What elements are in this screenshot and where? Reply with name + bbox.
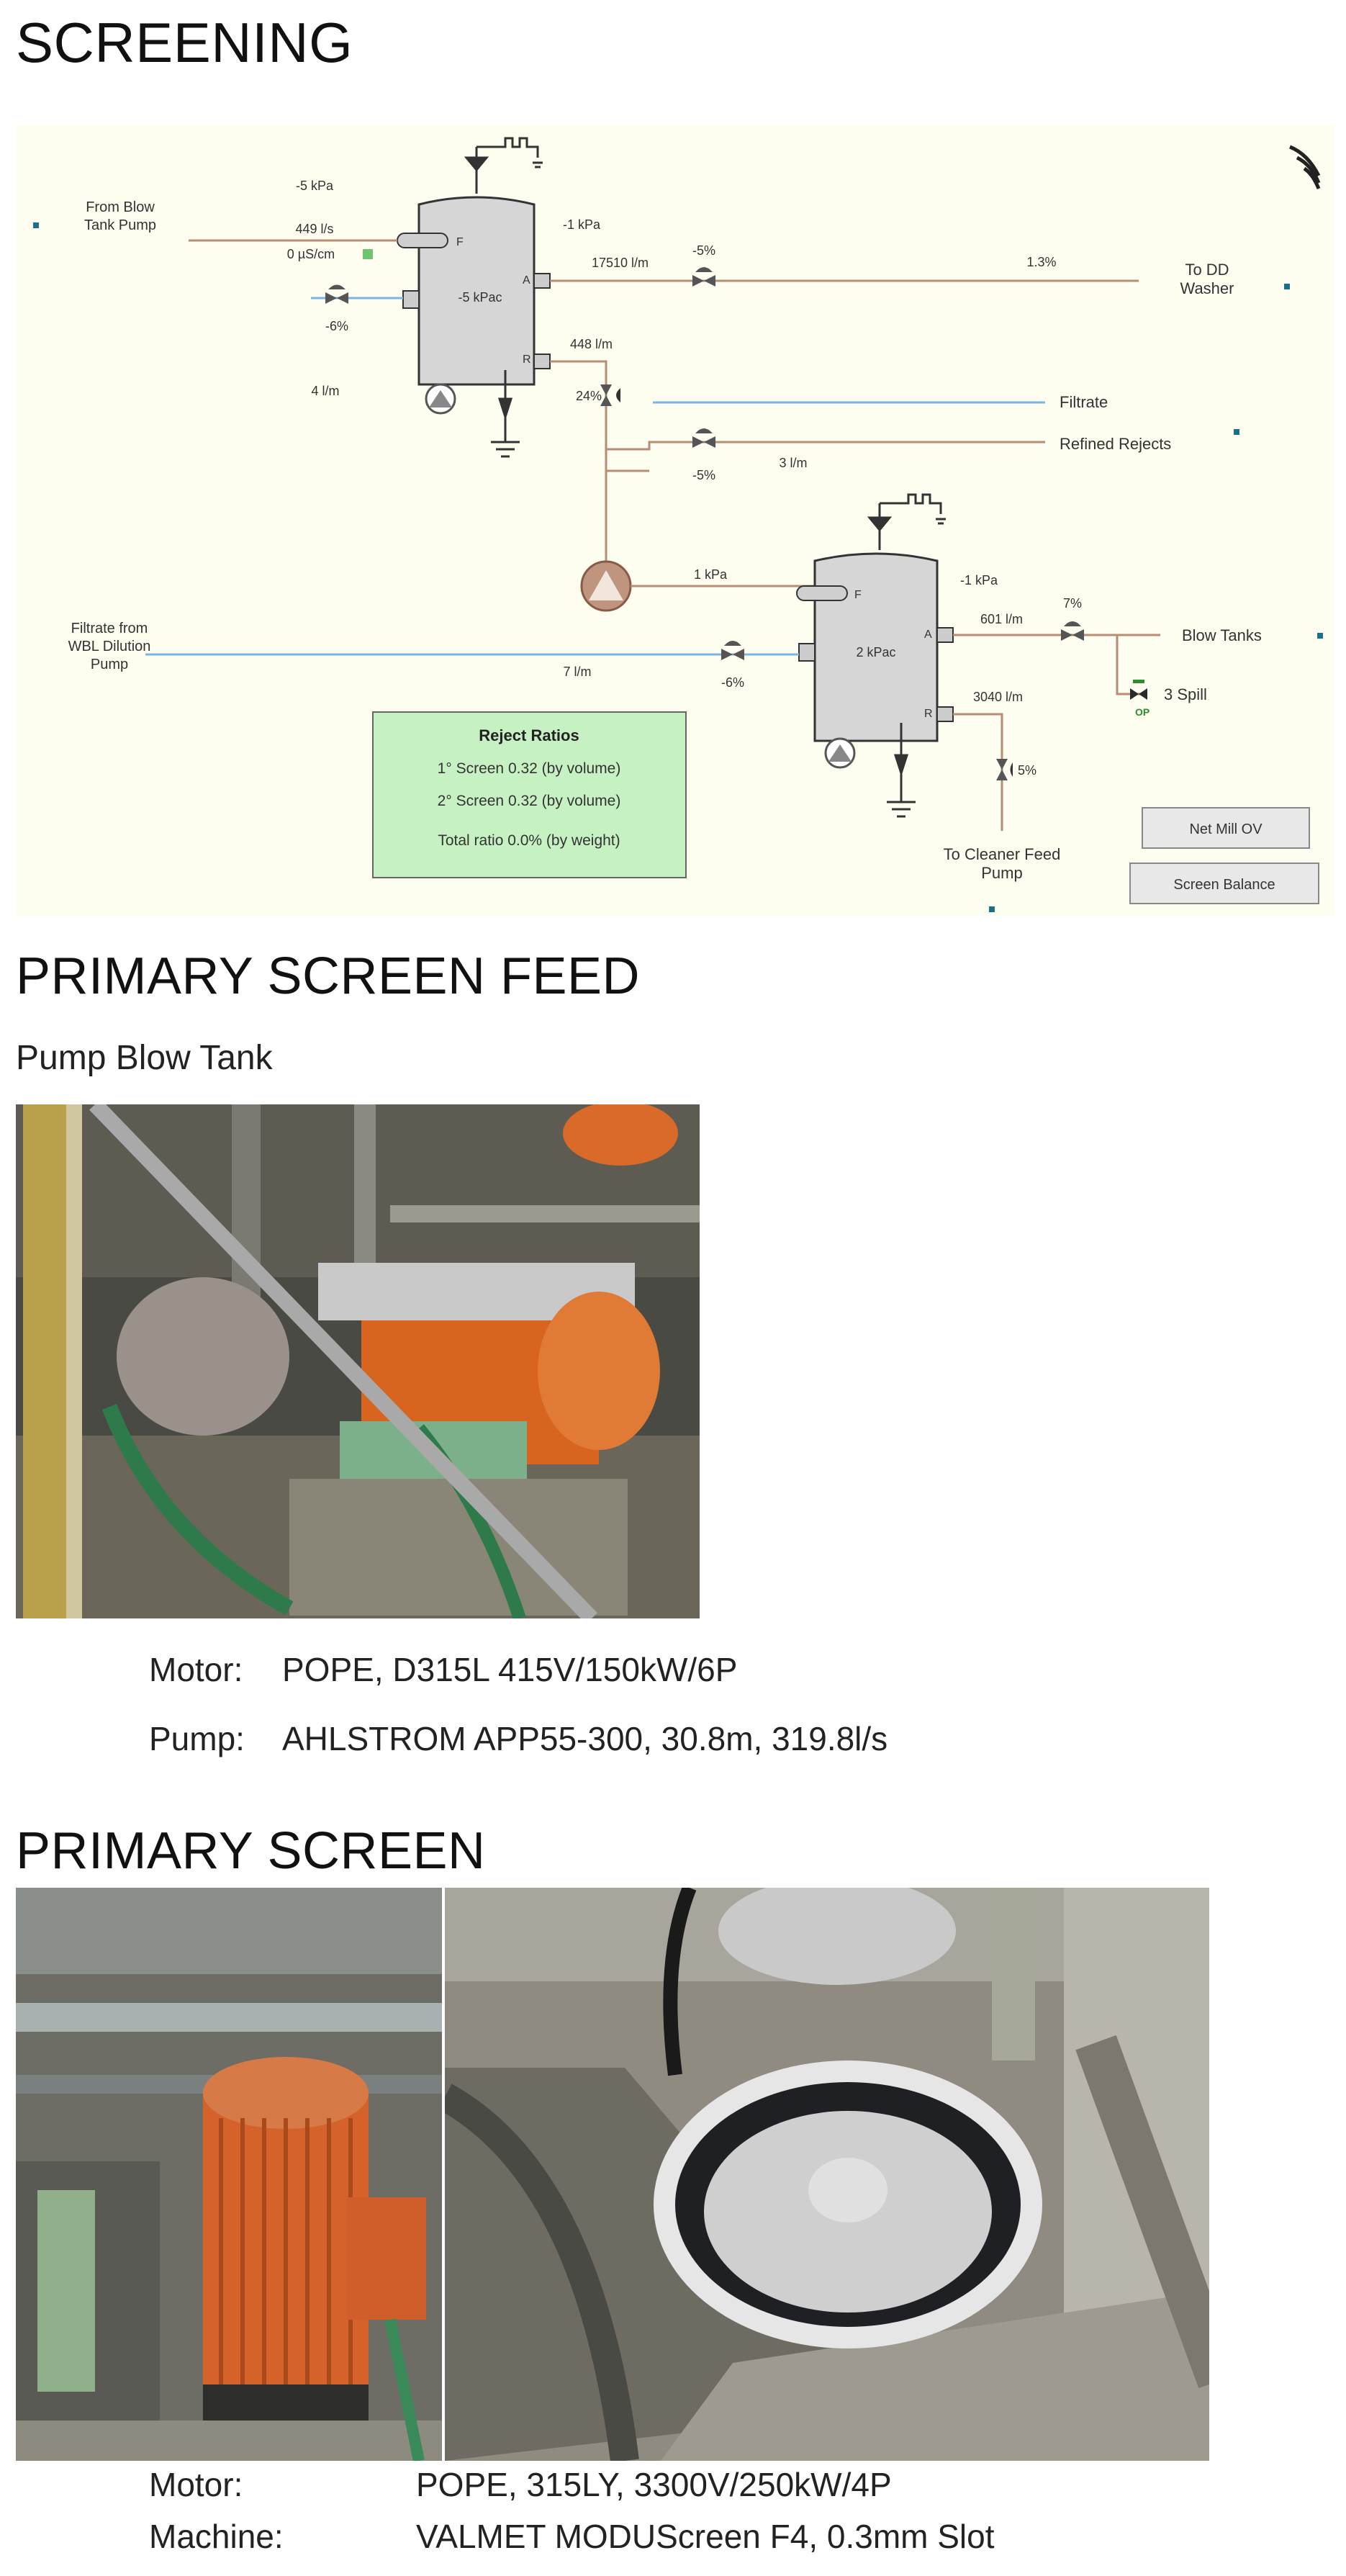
refined-flow: 3 l/m — [779, 456, 808, 470]
screen1-motor-icon — [426, 384, 455, 413]
to-dd-washer-label: To DD — [1185, 261, 1229, 279]
status-marker — [1317, 633, 1323, 639]
wbl-valve-pct: -6% — [721, 675, 745, 690]
feed-inlet-nozzle — [397, 233, 448, 248]
feed-motor-label: Motor: — [149, 1651, 243, 1688]
op-status-label: OP — [1135, 706, 1150, 718]
primary-screen-machine-photo — [445, 1888, 1209, 2461]
reject-ratios-panel — [373, 712, 686, 878]
screen1-accept-flow: 17510 l/m — [592, 256, 649, 270]
dilution-nozzle — [403, 291, 419, 308]
status-marker — [33, 222, 39, 228]
to-dd-washer-label-2: Washer — [1180, 279, 1234, 297]
primary-screen-title: PRIMARY SCREEN — [16, 1822, 486, 1880]
screen-balance-button[interactable] — [1130, 863, 1319, 904]
reject-ratio-total: Total ratio 0.0% (by weight) — [438, 832, 620, 849]
dilution-flow: 4 l/m — [311, 384, 340, 398]
dilution-valve-pct: -6% — [325, 319, 349, 333]
from-blow-tank-label: From Blow — [86, 199, 155, 215]
screening-title: SCREENING — [16, 11, 353, 74]
filtrate-from-label-2: WBL Dilution — [68, 639, 151, 654]
feed-section-subtitle: Pump Blow Tank — [16, 1039, 273, 1077]
feed-flow: 449 l/s — [295, 222, 334, 236]
refined-rejects-label: Refined Rejects — [1060, 435, 1172, 453]
filtrate-from-label-3: Pump — [90, 657, 129, 672]
to-cleaner-label: To Cleaner Feed — [943, 845, 1061, 863]
net-mill-ov-button[interactable] — [1142, 808, 1309, 848]
accept-consistency: 1.3% — [1026, 255, 1057, 269]
screen2-reject-flow: 3040 l/m — [973, 690, 1024, 704]
feed-pump-label: Pump: — [149, 1720, 245, 1757]
feed-pressure: -5 kPa — [295, 179, 334, 193]
filtrate-label: Filtrate — [1060, 393, 1108, 411]
net-mill-ov-label: Net Mill OV — [1189, 821, 1263, 837]
reject-nozzle — [534, 354, 550, 369]
reject-nozzle — [937, 707, 953, 721]
secondary-feed-pump-icon[interactable] — [582, 562, 631, 611]
blow-tank-pump-photo — [16, 1104, 700, 1618]
blow-tanks-label: Blow Tanks — [1182, 626, 1262, 644]
screen1-pressure: -5 kPac — [458, 290, 502, 305]
reject-ratio-primary: 1° Screen 0.32 (by volume) — [437, 760, 621, 777]
screen2-feed-label: F — [854, 589, 862, 601]
refined-valve-pct: -5% — [692, 468, 716, 482]
reject-ratios-title: Reject Ratios — [479, 726, 579, 744]
feed-pump-value: AHLSTROM APP55-300, 30.8m, 319.8l/s — [282, 1720, 888, 1757]
to-cleaner-label-2: Pump — [981, 864, 1023, 882]
screen2-reject-label: R — [924, 708, 933, 720]
status-marker — [989, 906, 995, 912]
screen1-reject-label: R — [523, 353, 531, 366]
screen1-reject-flow: 448 l/m — [570, 337, 613, 351]
feed-motor-value: POPE, D315L 415V/150kW/6P — [282, 1651, 738, 1688]
screen2-motor-icon — [826, 739, 854, 767]
feed-inlet-nozzle — [797, 586, 847, 600]
primary-screen-motor-photo — [16, 1888, 442, 2461]
accept-nozzle — [937, 628, 953, 642]
accept-nozzle — [534, 274, 550, 288]
feed-section-title: PRIMARY SCREEN FEED — [16, 947, 641, 1005]
cleaner-valve-pct: 5% — [1018, 763, 1037, 778]
screen1-accept-label: A — [523, 274, 530, 287]
from-blow-tank-label-2: Tank Pump — [83, 217, 157, 233]
secondary-feed-pressure: 1 kPa — [693, 567, 728, 582]
screen1-right-pressure: -1 kPa — [563, 217, 601, 232]
reject-ratio-secondary: 2° Screen 0.32 (by volume) — [437, 793, 621, 809]
filtrate-from-label: Filtrate from — [71, 621, 148, 636]
screen2-accept-flow: 601 l/m — [980, 612, 1024, 626]
screen2-pressure: 2 kPac — [856, 645, 896, 659]
screen1-feed-label: F — [456, 236, 464, 248]
status-indicator — [363, 249, 373, 259]
primary-motor-value: POPE, 315LY, 3300V/250kW/4P — [416, 2466, 892, 2503]
blow-tanks-valve-pct: 7% — [1062, 596, 1083, 611]
screening-process-diagram — [16, 125, 1334, 916]
screen2-accept-label: A — [924, 629, 932, 641]
accept-valve-pct: -5% — [692, 243, 716, 258]
screen1-reject-pct: 24% — [576, 389, 602, 403]
screen-balance-label: Screen Balance — [1173, 877, 1275, 893]
spill-label: 3 Spill — [1164, 685, 1207, 703]
feed-conductivity: 0 µS/cm — [286, 247, 335, 261]
primary-machine-value: VALMET MODUScreen F4, 0.3mm Slot — [416, 2518, 995, 2555]
screen2-right-pressure: -1 kPa — [960, 573, 998, 587]
wbl-flow: 7 l/m — [563, 665, 592, 679]
status-marker — [1234, 429, 1239, 435]
primary-motor-label: Motor: — [149, 2466, 243, 2503]
dilution-nozzle — [799, 644, 815, 661]
status-marker — [1284, 284, 1290, 289]
primary-machine-label: Machine: — [149, 2518, 284, 2555]
